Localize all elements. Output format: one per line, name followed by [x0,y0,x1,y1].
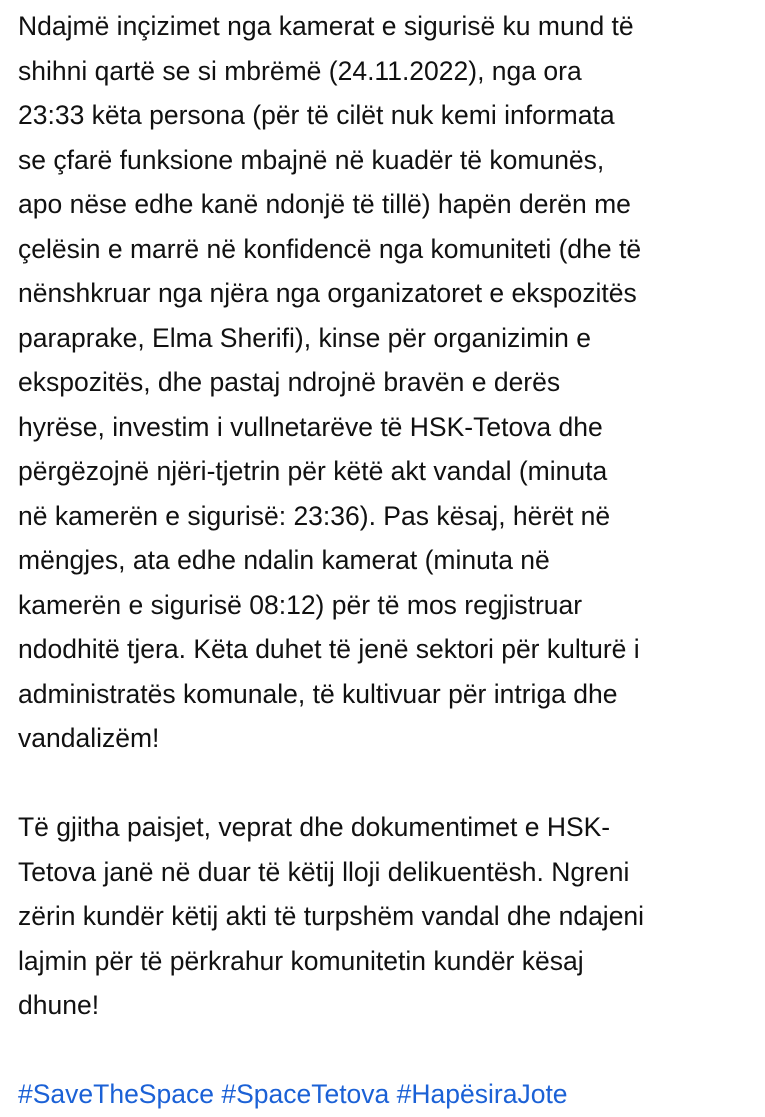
text-line: ekspozitës, dhe pastaj ndrojnë bravën e derës [18,367,561,397]
text-line: paraprake, Elma Sherifi), kinse për organizimin e [18,322,591,353]
text-line: nënshkruar nga njëra nga organizatoret e ekspozitës [18,278,637,308]
hashtag-link-spacetetova[interactable]: #SpaceTetova [221,1079,390,1109]
post-paragraph-1 [18,4,758,761]
post-body [18,4,758,1117]
text-line: dhune! [18,990,100,1020]
text-line: hyrëse, investim i vullnetarëve të HSK-Tetova dhe [18,411,603,442]
text-line: përgëzojnë njëri-tjetrin për këtë akt vandal (minuta [18,456,608,486]
post-paragraph-2 [18,805,758,1028]
text-line: kamerën e sigurisë 08:12) për të mos regjistruar [18,589,583,620]
text-line: mëngjes, ata edhe ndalin kamerat (minuta në [18,545,550,575]
text-line: lajmin për të përkrahur komunitetin kundër kësaj [18,945,584,976]
text-line: se çfarë funksione mbajnë në kuadër të komunës, [18,144,605,175]
text-line: Të gjitha paisjet, veprat dhe dokumentimet e HSK- [18,812,611,842]
text-line: 23:33 këta persona (për të cilët nuk kemi informata [18,100,615,130]
hashtag-link-savethespace[interactable]: #SaveTheSpace [18,1079,214,1109]
paragraph-spacer [18,761,758,806]
text-line: administratës komunale, të kultivuar për intriga dhe [18,678,618,709]
text-line: ndodhitë tjera. Këta duhet të jenë sektori për kulturë i [18,634,640,664]
paragraph-spacer [18,1028,758,1073]
hashtag-row [18,1072,758,1117]
hashtag-link-hapesirajote[interactable]: #HapësiraJote [396,1079,568,1109]
text-line: në kamerën e sigurisë: 23:36). Pas kësaj, hërët në [18,500,611,531]
text-line: vandalizëm! [18,723,160,753]
text-line: zërin kundër këtij akti të turpshëm vandal dhe ndajeni [18,901,645,931]
text-line: shihni qartë se si mbrëmë (24.11.2022), nga ora [18,55,582,86]
text-line: Ndajmë inçizimet nga kamerat e sigurisë ku mund të [18,11,634,41]
text-line: Tetova janë në duar të këtij lloji delikuentësh. Ngreni [18,856,630,887]
text-line: çelësin e marrë në konfidencë nga komuniteti (dhe të [18,233,642,264]
text-line: apo nëse edhe kanë ndonjë të tillë) hapën derën me [18,189,631,219]
